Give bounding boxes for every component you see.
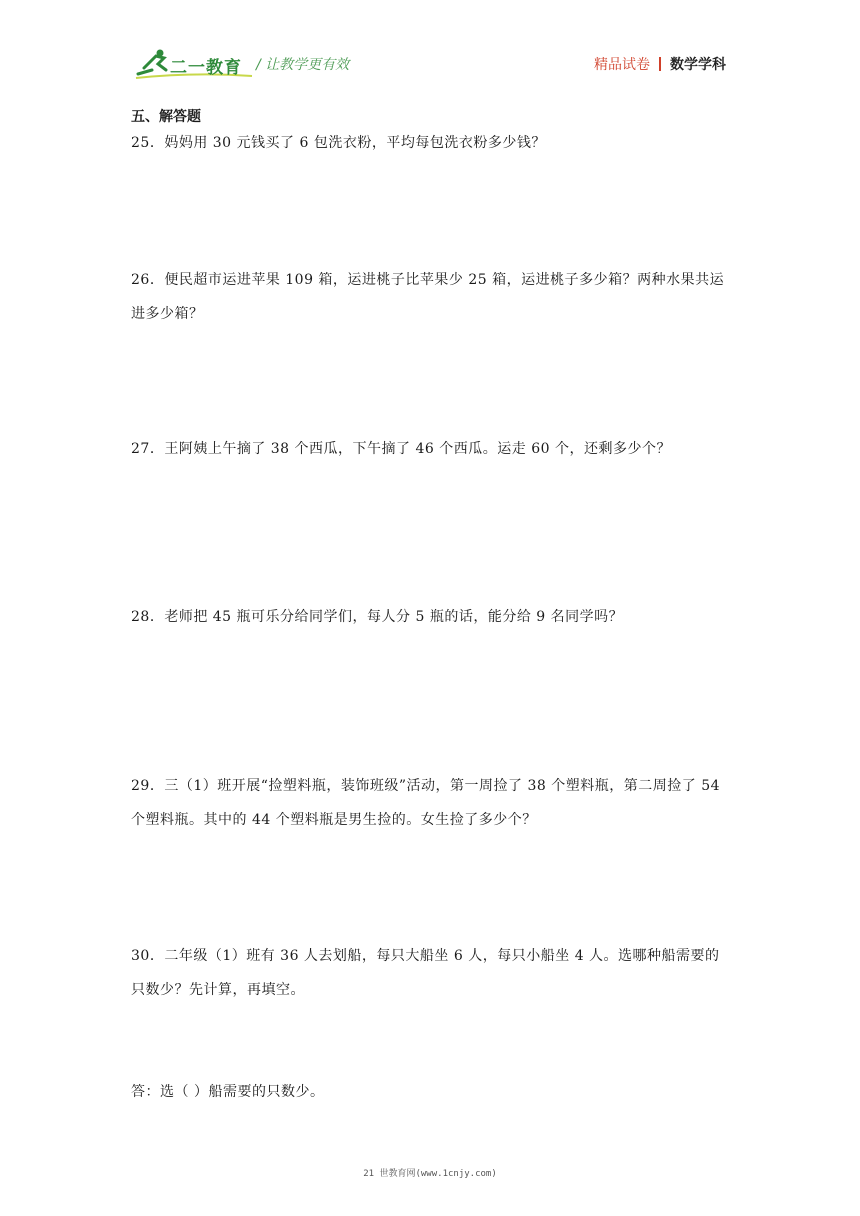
page-footer: 21 世教育网(www.1cnjy.com) <box>363 1169 497 1179</box>
question-29: 29．三（1）班开展“捡塑料瓶，装饰班级”活动，第一周捡了 38 个塑料瓶，第二周捡了 54 个塑料瓶。其中的 44 个塑料瓶是男生捡的。女生捡了多少个？ <box>131 778 721 828</box>
tag-subject: 数学学科 <box>670 57 726 73</box>
tag-quality-paper: 精品试卷 <box>594 57 650 73</box>
question-26: 26．便民超市运进苹果 109 箱，运进桃子比苹果少 25 箱，运进桃子多少箱？两种水果共运进多少箱？ <box>131 272 725 322</box>
logo-text: 二一教育 <box>170 58 242 78</box>
subject-tags <box>594 54 726 74</box>
page-header <box>0 0 860 90</box>
section-title: 五、解答题 <box>131 109 201 125</box>
slogan: / 让教学更有效 <box>256 57 350 73</box>
question-30: 30．二年级（1）班有 36 人去划船，每只大船坐 6 人，每只小船坐 4 人。选哪种船需要的只数少？先计算，再填空。 <box>131 948 720 998</box>
question-25: 25．妈妈用 30 元钱买了 6 包洗衣粉，平均每包洗衣粉多少钱？ <box>131 135 546 151</box>
question-27: 27．王阿姨上午摘了 38 个西瓜，下午摘了 46 个西瓜。运走 60 个，还剩多少个？ <box>131 441 671 457</box>
question-28: 28．老师把 45 瓶可乐分给同学们，每人分 5 瓶的话，能分给 9 名同学吗？ <box>131 609 624 625</box>
answer-line: 答：选（ ）船需要的只数少。 <box>131 1084 325 1100</box>
tag-divider <box>659 57 661 71</box>
